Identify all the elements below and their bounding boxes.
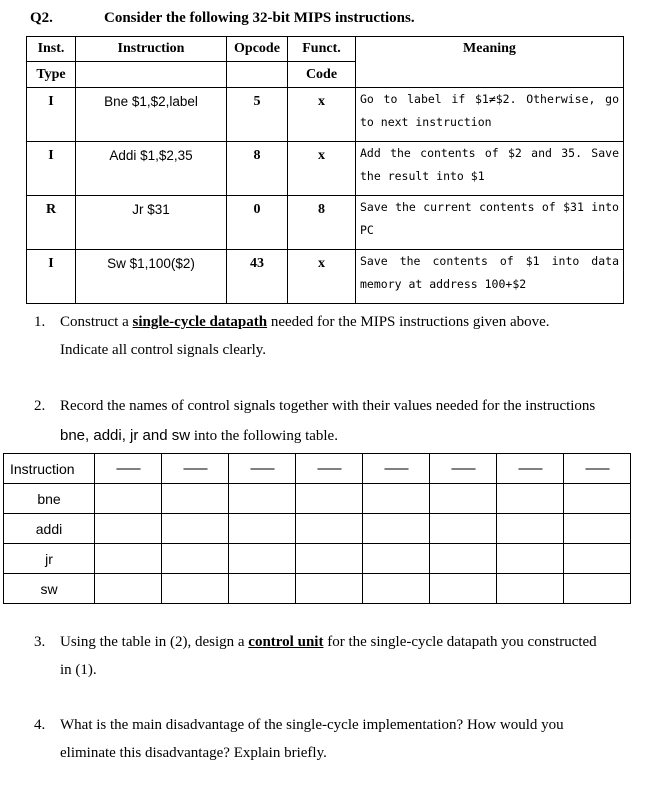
cell-meaning: Save the current contents of $31 into PC <box>356 196 624 250</box>
q3-text-pre: Using the table in (2), design a <box>60 634 249 650</box>
blank-cell <box>162 484 229 514</box>
signal-header: -------- <box>296 454 363 484</box>
cell-type: I <box>27 142 76 196</box>
cell-instruction: Sw $1,100($2) <box>76 250 227 304</box>
blank-cell <box>430 574 497 604</box>
blank-cell <box>564 484 631 514</box>
cell-opcode: 8 <box>227 142 288 196</box>
q1-emphasis: single-cycle datapath <box>132 314 268 330</box>
q2-number: 2. <box>34 398 46 414</box>
header-opcode: Opcode <box>227 37 288 62</box>
table-row <box>27 142 624 196</box>
row-label: bne <box>4 484 95 514</box>
blank-cell <box>564 514 631 544</box>
cell-instruction: Addi $1,$2,35 <box>76 142 227 196</box>
blank-cell <box>95 514 162 544</box>
q2-line2-post: into the following table. <box>190 428 338 444</box>
signal-header: -------- <box>430 454 497 484</box>
table-row <box>27 196 624 250</box>
cell-meaning: Go to label if $1≠$2. Otherwise, go to next instruction <box>356 88 624 142</box>
blank-cell <box>229 544 296 574</box>
blank-cell <box>430 544 497 574</box>
signal-header: -------- <box>564 454 631 484</box>
blank-cell <box>363 514 430 544</box>
header-instruction: Instruction <box>76 37 227 62</box>
cell-type: R <box>27 196 76 250</box>
blank-cell <box>162 544 229 574</box>
signal-header: -------- <box>162 454 229 484</box>
cell-instruction: Jr $31 <box>76 196 227 250</box>
question-3 <box>34 628 597 684</box>
cell-funct: x <box>288 250 356 304</box>
q4-line2: eliminate this disadvantage? Explain briefly. <box>60 745 327 761</box>
cell-funct: x <box>288 142 356 196</box>
blank-cell <box>363 484 430 514</box>
blank-cell <box>229 484 296 514</box>
blank-cell <box>162 574 229 604</box>
q1-line2: Indicate all control signals clearly. <box>60 342 267 358</box>
table-row <box>4 544 631 574</box>
blank-cell <box>564 574 631 604</box>
blank-cell <box>95 484 162 514</box>
question-1 <box>34 308 550 364</box>
blank-cell <box>296 484 363 514</box>
table-row <box>4 574 631 604</box>
blank-cell <box>363 544 430 574</box>
blank-cell <box>95 574 162 604</box>
q3-number: 3. <box>34 634 46 650</box>
q1-number: 1. <box>34 314 46 330</box>
blank-cell <box>564 544 631 574</box>
header-blank <box>76 62 227 88</box>
blank-cell <box>430 514 497 544</box>
q4-line1: What is the main disadvantage of the single-cycle implementation? How would you <box>60 717 564 733</box>
signal-header: -------- <box>497 454 564 484</box>
blank-cell <box>229 574 296 604</box>
blank-cell <box>497 544 564 574</box>
q3-text-post: for the single-cycle datapath you constructed <box>323 634 597 650</box>
q2-instructions: bne, addi, jr and sw <box>60 427 191 444</box>
cell-funct: 8 <box>288 196 356 250</box>
question-4 <box>34 711 564 767</box>
signal-header: -------- <box>363 454 430 484</box>
blank-cell <box>95 544 162 574</box>
cell-opcode: 0 <box>227 196 288 250</box>
header-blank <box>227 62 288 88</box>
header-inst-type-line2: Type <box>27 62 76 88</box>
blank-cell <box>162 514 229 544</box>
cell-opcode: 43 <box>227 250 288 304</box>
q2-line1: Record the names of control signals together with their values needed for the instructions <box>60 398 596 414</box>
row-label: jr <box>4 544 95 574</box>
header-meaning: Meaning <box>356 37 624 88</box>
q3-line2: in (1). <box>60 662 97 678</box>
cell-type: I <box>27 250 76 304</box>
blank-cell <box>363 574 430 604</box>
header-funct-line2: Code <box>288 62 356 88</box>
table-row <box>27 250 624 304</box>
mips-instruction-table <box>26 36 624 304</box>
signal-header: -------- <box>229 454 296 484</box>
question-number: Q2. <box>30 10 53 26</box>
question-2 <box>34 392 595 450</box>
blank-cell <box>497 484 564 514</box>
blank-cell <box>296 514 363 544</box>
signal-header: -------- <box>95 454 162 484</box>
blank-cell <box>430 484 497 514</box>
table-row <box>4 514 631 544</box>
cell-meaning: Save the contents of $1 into data memory at address 100+$2 <box>356 250 624 304</box>
cell-type: I <box>27 88 76 142</box>
row-label: addi <box>4 514 95 544</box>
cell-instruction: Bne $1,$2,label <box>76 88 227 142</box>
blank-cell <box>497 514 564 544</box>
question-title: Consider the following 32-bit MIPS instructions. <box>104 10 415 26</box>
cell-funct: x <box>288 88 356 142</box>
cell-meaning: Add the contents of $2 and 35. Save the result into $1 <box>356 142 624 196</box>
header-funct: Funct. <box>288 37 356 62</box>
q1-text-post: needed for the MIPS instructions given above. <box>267 314 550 330</box>
table-row <box>27 88 624 142</box>
blank-cell <box>497 574 564 604</box>
header-instruction: Instruction <box>4 454 95 484</box>
control-signal-table <box>3 453 631 604</box>
blank-cell <box>296 574 363 604</box>
q4-number: 4. <box>34 717 46 733</box>
blank-cell <box>296 544 363 574</box>
table-row <box>4 484 631 514</box>
cell-opcode: 5 <box>227 88 288 142</box>
q1-text-pre: Construct a <box>60 314 133 330</box>
blank-cell <box>229 514 296 544</box>
row-label: sw <box>4 574 95 604</box>
header-inst-type: Inst. <box>27 37 76 62</box>
q3-emphasis: control unit <box>248 634 324 650</box>
